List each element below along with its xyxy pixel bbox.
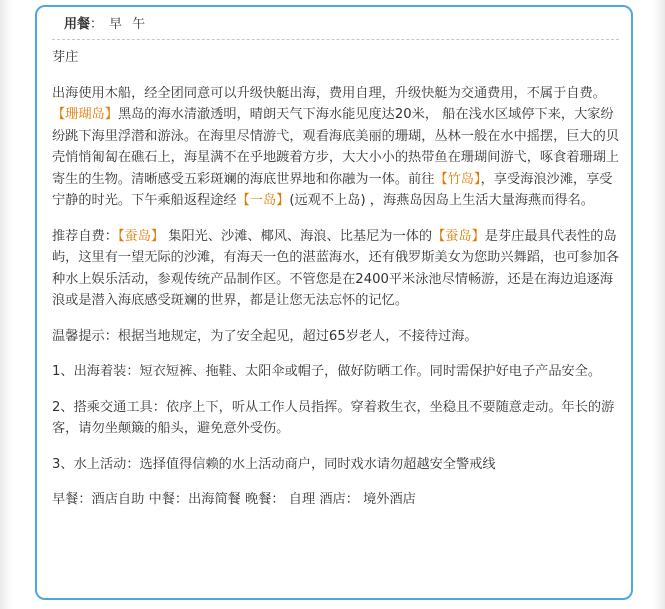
description-text-1: 出海使用木船，经全团同意可以升级快艇出海，费用自理，升级快艇为交通费用，不属于自费。 xyxy=(52,85,606,101)
day-description xyxy=(52,83,620,212)
optional-expense-text-2: 集阳光、沙滩、椰风、海浪、比基尼为一体的 xyxy=(164,228,433,244)
description-text-2: 黑岛的海水清澈透明，晴朗天气下海水能见度达20米， 船在浅水区域停下来，大家纷纷跳下海里浮潜和游泳。在海里尽情游弋，观看海底美丽的珊瑚，丛林一般在水中摇摆，巨大的贝壳悄悄匍匐在礁石上，海星满不在乎地踱着方步，大大小小的热带鱼在珊瑚间游弋，啄食着珊瑚上寄生的生物。清晰感受五彩斑斓的海底世界地和你融为一体。前往 xyxy=(52,107,620,187)
right-page-shadow xyxy=(653,0,665,609)
description-text-4: (远观不上岛) ，海燕岛因岛上生活大量海燕而得名。 xyxy=(289,193,594,208)
meal-label: 用餐 xyxy=(64,17,91,32)
day-itinerary-card xyxy=(35,5,633,600)
optional-expense-text-3: 是芽庄最具代表性的岛屿，这里有一望无际的沙滩，有海天一色的湛蓝海水，还有俄罗斯美女为您助兴舞蹈，也可参加各种水上娱乐活动，参观传统产品制作区。不管您是在2400平米泳池尽情畅游，还是在海边追逐海浪或是潜入海底感受斑斓的世界，都是让您无法忘怀的记忆。 xyxy=(52,228,620,308)
silkworm-island-link-1[interactable]: 【蚕岛】 xyxy=(117,228,165,244)
tip-clothing: 1、出海着装：短衣短裤、拖鞋、太阳伞或帽子，做好防晒工作。同时需保护好电子产品安全。 xyxy=(52,364,602,379)
header-divider xyxy=(52,39,619,40)
left-page-shadow xyxy=(0,0,12,609)
first-island-link[interactable]: 【一岛】 xyxy=(236,193,290,208)
optional-expense xyxy=(52,226,620,312)
coral-island-link[interactable]: 【珊瑚岛】 xyxy=(52,107,118,122)
meal-colon: ： xyxy=(90,17,104,32)
warm-reminder: 温馨提示：根据当地规定，为了安全起见，超过65岁老人，不接待过海。 xyxy=(52,328,478,344)
description-text-3: ，享受海浪沙滩，享受宁静的时光。下午乘船返程途经 xyxy=(52,171,613,208)
meal-value: 早 午 xyxy=(109,17,149,32)
tip-transport: 2、搭乘交通工具：依序上下，听从工作人员指挥。穿着救生衣，坐稳且不要随意走动。年长的游客，请勿坐颠簸的船头，避免意外受伤。 xyxy=(52,399,615,436)
optional-expense-text-1: 推荐自费： xyxy=(52,228,118,244)
destination-city: 芽庄 xyxy=(52,50,79,65)
bamboo-island-link[interactable]: 【竹岛】 xyxy=(434,171,481,187)
meal-header xyxy=(64,16,148,34)
silkworm-island-link-2[interactable]: 【蚕岛】 xyxy=(432,228,485,244)
tip-water-activity: 3、水上活动：选择值得信赖的水上活动商户，同时戏水请勿超越安全警戒线 xyxy=(52,456,496,472)
meals-hotel-summary: 早餐：酒店自助 中餐：出海简餐 晚餐： 自理 酒店： 境外酒店 xyxy=(52,492,416,507)
itinerary-content xyxy=(52,47,620,525)
